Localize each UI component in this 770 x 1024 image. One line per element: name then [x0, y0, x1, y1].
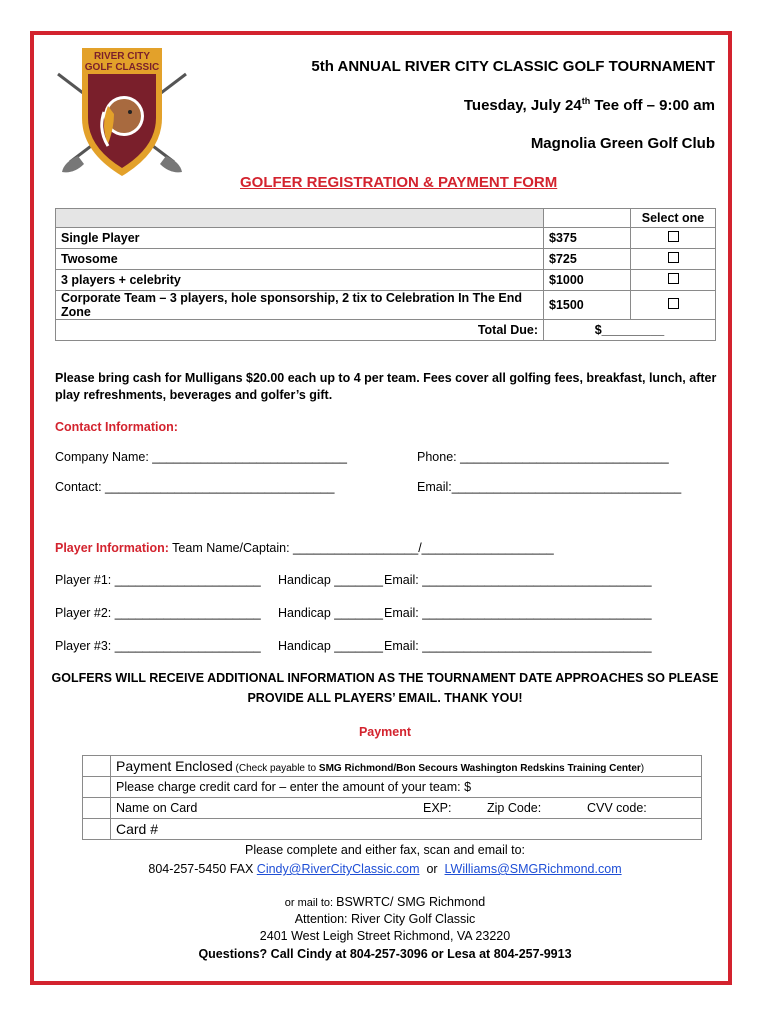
phone-field[interactable]: Phone: ______________________________	[417, 450, 669, 464]
questions-line: Questions? Call Cindy at 804-257-3096 or Lesa at 804-257-9913	[198, 947, 572, 961]
form-title: GOLFER REGISTRATION & PAYMENT FORM	[240, 174, 558, 191]
submit-instruction: Please complete and either fax, scan and email to:	[244, 843, 526, 857]
tournament-venue: Magnolia Green Golf Club	[530, 135, 715, 152]
player-1-name-field[interactable]: Player #1: _____________________	[55, 573, 261, 587]
player-2-email-field[interactable]: Email: _________________________________	[384, 606, 652, 620]
player-info-row	[55, 541, 554, 555]
contact-heading: Contact Information:	[55, 420, 178, 434]
fee-row-twosome: Twosome $725	[56, 249, 716, 270]
svg-text:GOLF CLASSIC: GOLF CLASSIC	[84, 62, 160, 73]
company-name-field[interactable]: Company Name: ____________________________	[55, 450, 347, 464]
zip-code-field[interactable]: Zip Code:	[487, 801, 542, 815]
contact-emails: 804-257-5450 FAX Cindy@RiverCityClassic.com or LWilliams@SMGRichmond.com	[148, 862, 622, 876]
mail-to: or mail to: BSWRTC/ SMG Richmond	[284, 895, 486, 909]
email-link-cindy[interactable]: Cindy@RiverCityClassic.com	[256, 862, 420, 876]
mulligan-notice-line1: Please bring cash for Mulligans $20.00 each up to 4 per team. Fees cover all golfing fees, breakfast, lunch, after	[55, 371, 717, 385]
player-3-handicap-field[interactable]: Handicap _______	[278, 639, 383, 653]
player-2-handicap-field[interactable]: Handicap _______	[278, 606, 383, 620]
payment-table	[82, 755, 702, 840]
player-info-heading: Player Information:	[55, 541, 169, 555]
tournament-date: Tuesday, July 24th Tee off – 9:00 am	[463, 96, 715, 114]
golfers-note-line1: GOLFERS WILL RECEIVE ADDITIONAL INFORMATION AS THE TOURNAMENT DATE APPROACHES SO PLEASE	[51, 671, 719, 685]
fee-table	[55, 208, 716, 341]
credit-card-checkbox[interactable]	[83, 777, 111, 798]
payment-enclosed-row: Payment Enclosed (Check payable to SMG Richmond/Bon Secours Washington Redskins Training Center)	[83, 756, 702, 777]
mail-address: 2401 West Leigh Street Richmond, VA 23220	[259, 929, 511, 943]
mulligan-notice-line2: play refreshments, beverages and golfer’s gift.	[55, 388, 333, 402]
credit-amount-field[interactable]: Please charge credit card for – enter the amount of your team: $	[111, 777, 702, 798]
credit-card-row	[83, 777, 702, 798]
fee-row-three-players: 3 players + celebrity $1000	[56, 270, 716, 291]
mail-attention: Attention: River City Golf Classic	[294, 912, 476, 926]
email-field[interactable]: Email:_________________________________	[417, 480, 682, 494]
three-players-checkbox[interactable]	[668, 273, 679, 284]
total-due-label: Total Due:	[56, 320, 544, 341]
corporate-team-checkbox[interactable]	[668, 298, 679, 309]
player-1-handicap-field[interactable]: Handicap _______	[278, 573, 383, 587]
card-number-field[interactable]: Card #	[111, 819, 702, 840]
svg-text:RIVER CITY: RIVER CITY	[93, 51, 151, 62]
payment-heading: Payment	[358, 725, 412, 739]
tournament-logo	[52, 44, 192, 180]
player-3-email-field[interactable]: Email: _________________________________	[384, 639, 652, 653]
player-2-name-field[interactable]: Player #2: _____________________	[55, 606, 261, 620]
name-on-card-field[interactable]: Name on Card	[116, 801, 198, 815]
fee-row-single: Single Player $375	[56, 228, 716, 249]
exp-field[interactable]: EXP:	[423, 801, 452, 815]
player-3-name-field[interactable]: Player #3: _____________________	[55, 639, 261, 653]
contact-field[interactable]: Contact: _________________________________	[55, 480, 335, 494]
fee-row-total	[56, 320, 716, 341]
select-one-header: Select one	[631, 209, 716, 228]
payment-enclosed-checkbox[interactable]	[83, 756, 111, 777]
fee-table-header	[56, 209, 716, 228]
team-name-field[interactable]: Team Name/Captain: __________________/___________________	[172, 541, 554, 555]
player-1-email-field[interactable]: Email: _________________________________	[384, 573, 652, 587]
total-due-field[interactable]: $_________	[544, 320, 716, 341]
golfers-note-line2: PROVIDE ALL PLAYERS’ EMAIL. THANK YOU!	[247, 691, 523, 705]
email-link-lwilliams[interactable]: LWilliams@SMGRichmond.com	[444, 862, 622, 876]
tournament-title: 5th ANNUAL RIVER CITY CLASSIC GOLF TOURNAMENT	[311, 58, 715, 75]
single-player-checkbox[interactable]	[668, 231, 679, 242]
fee-row-corporate: Corporate Team – 3 players, hole sponsorship, 2 tix to Celebration In The End Zone $1500	[56, 291, 716, 320]
cvv-code-field[interactable]: CVV code:	[587, 801, 647, 815]
card-details-row	[83, 798, 702, 819]
twosome-checkbox[interactable]	[668, 252, 679, 263]
card-number-row	[83, 819, 702, 840]
